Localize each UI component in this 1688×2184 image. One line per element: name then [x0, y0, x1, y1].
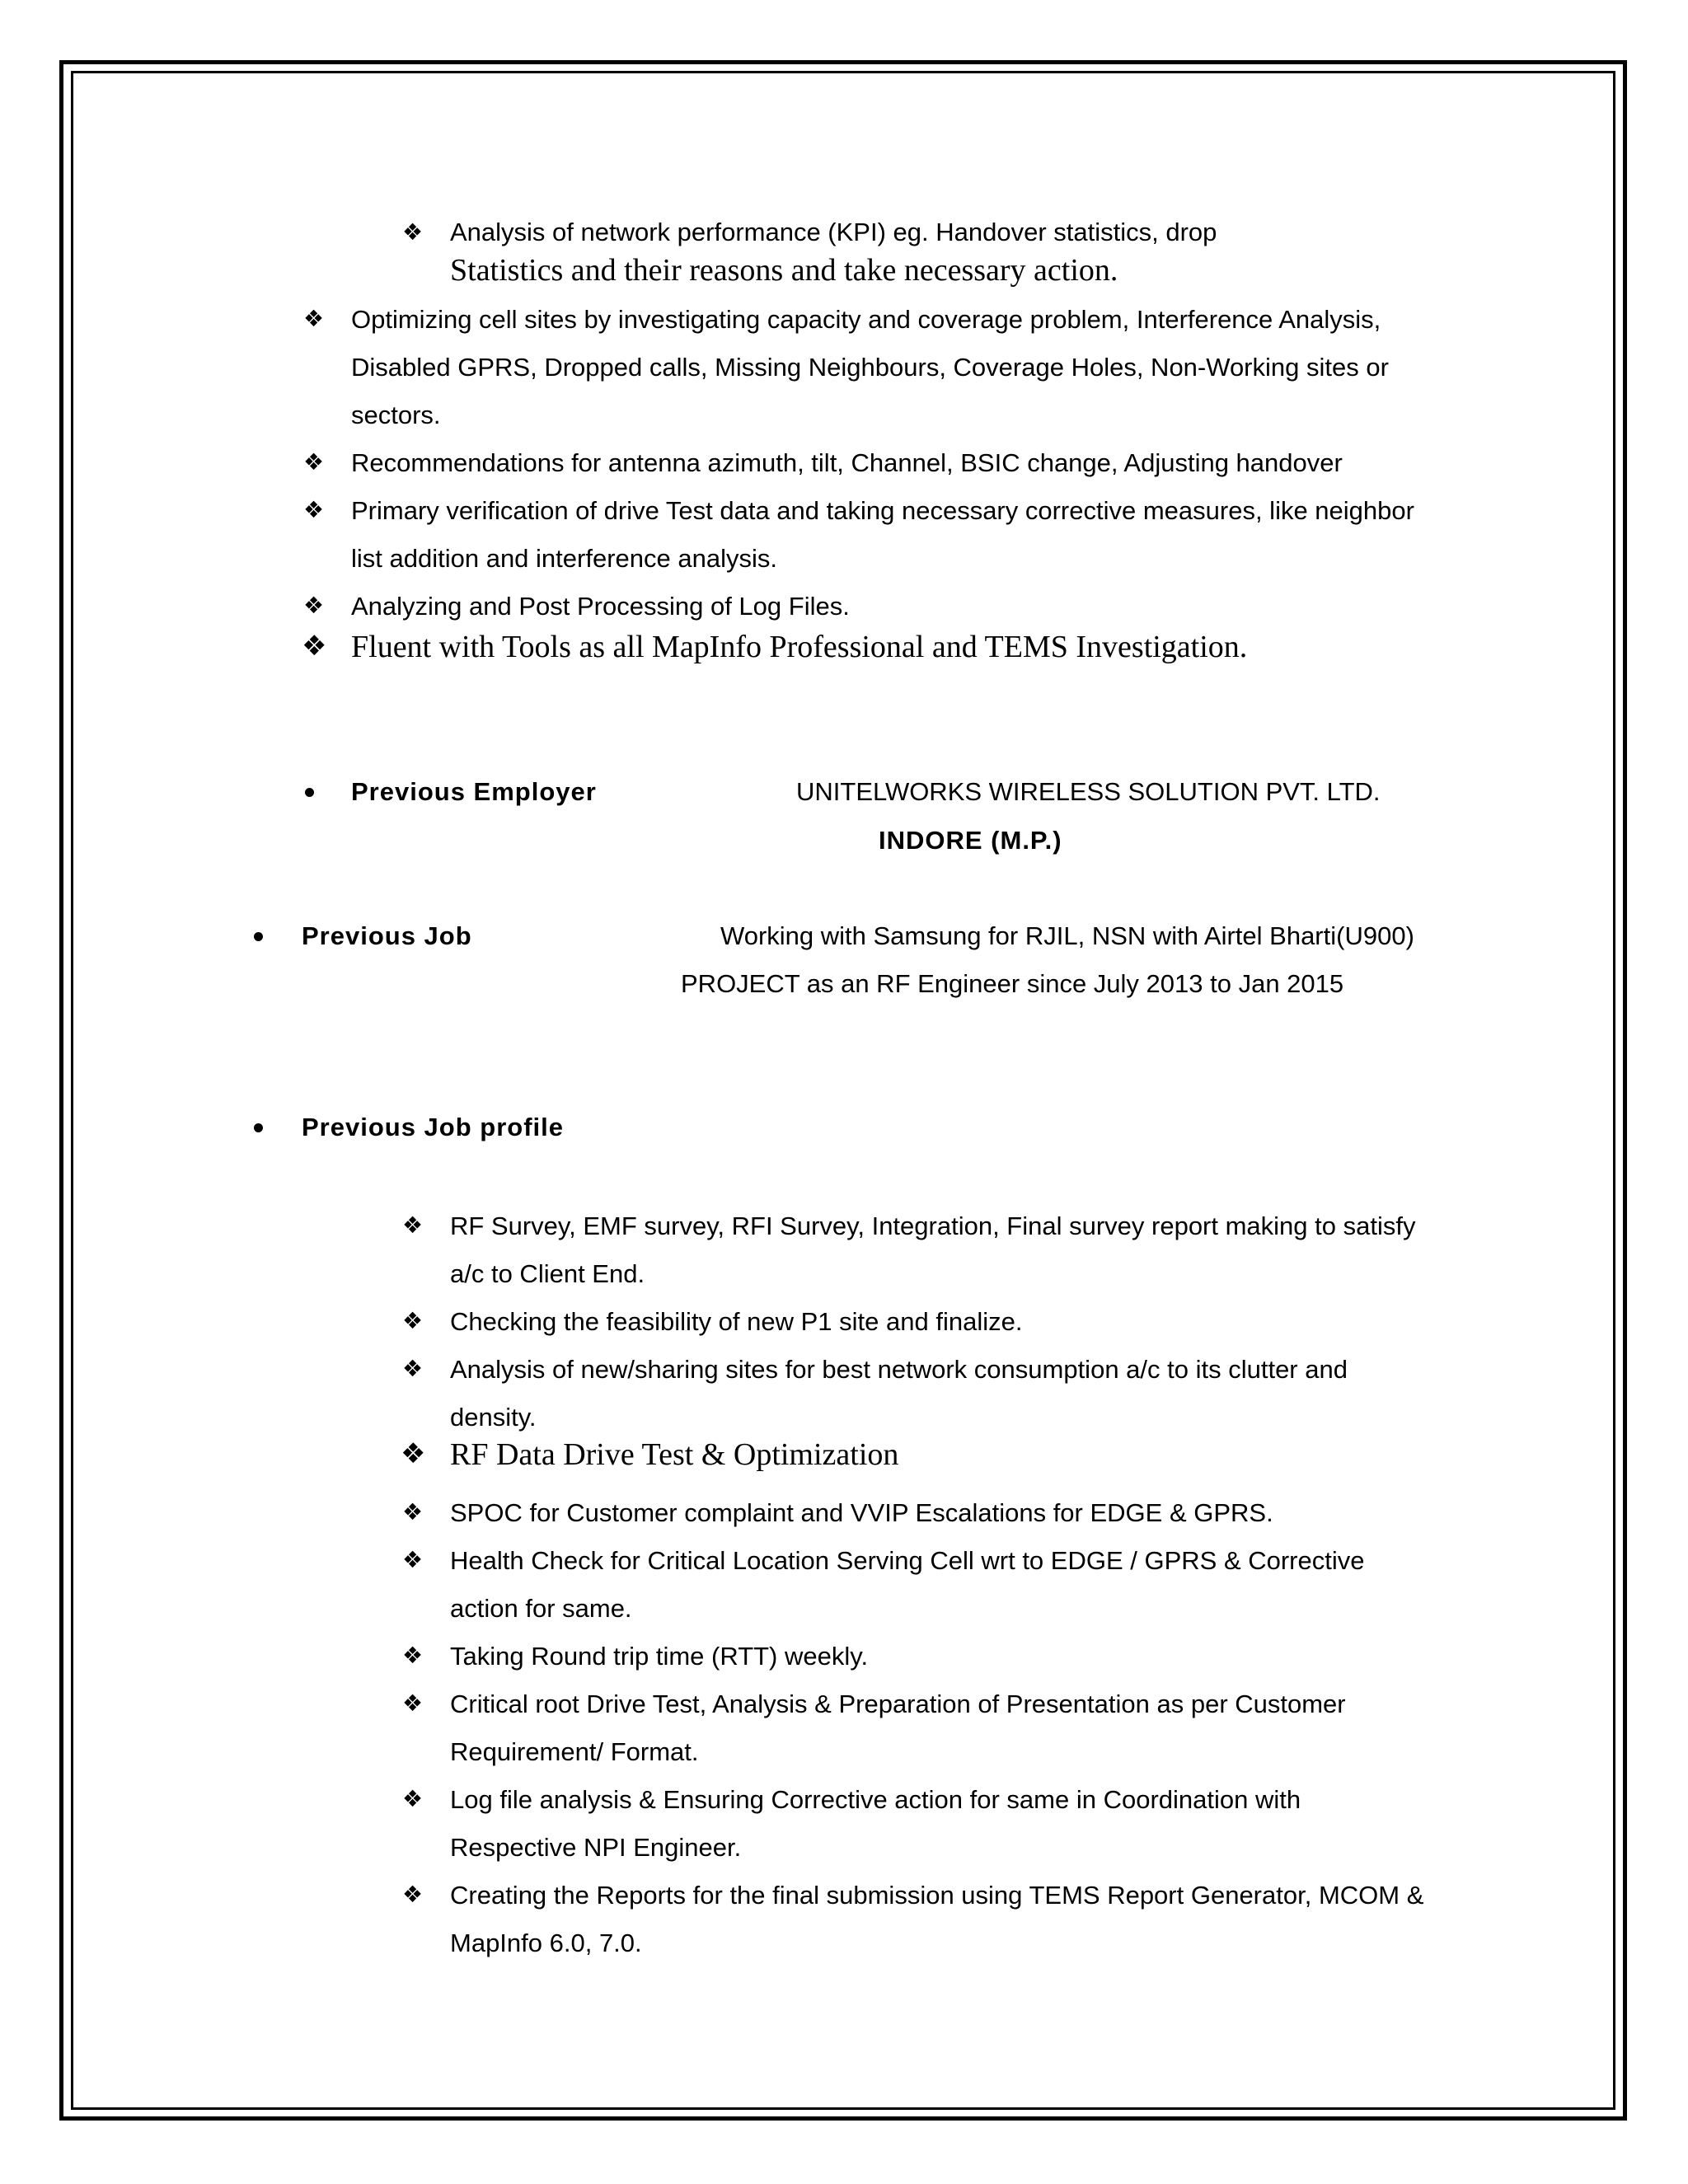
diamond-bullet-icon: ❖	[402, 218, 424, 246]
diamond-bullet-icon: ❖	[402, 1307, 424, 1334]
list-item-line: Analyzing and Post Processing of Log Files.	[351, 592, 850, 621]
diamond-bullet-icon: ❖	[402, 1642, 424, 1669]
list-item-line: sectors.	[351, 401, 441, 429]
diamond-bullet-icon: ❖	[303, 496, 325, 523]
list-item-line: Log file analysis & Ensuring Corrective action for same in Coordination with	[450, 1785, 1301, 1814]
job-description-line: Working with Samsung for RJIL, NSN with Airtel Bharti(U900)	[720, 921, 1414, 950]
diamond-bullet-icon: ❖	[402, 1546, 424, 1573]
list-item-line: RF Survey, EMF survey, RFI Survey, Integration, Final survey report making to satisfy	[450, 1212, 1416, 1240]
list-item-line: Analysis of network performance (KPI) eg. Handover statistics, drop	[450, 218, 1217, 246]
profile-label: Previous Job profile	[302, 1113, 565, 1141]
round-bullet-icon	[254, 1123, 263, 1132]
list-item-line: list addition and interference analysis.	[351, 544, 777, 573]
list-item-line: Primary verification of drive Test data and taking necessary corrective measures, like neighbor	[351, 496, 1414, 525]
diamond-bullet-icon: ❖	[401, 1437, 426, 1470]
diamond-bullet-icon: ❖	[303, 305, 325, 332]
list-item-line: density.	[450, 1403, 537, 1432]
diamond-bullet-icon: ❖	[402, 1498, 424, 1526]
list-item-line: Respective NPI Engineer.	[450, 1833, 742, 1862]
diamond-bullet-icon: ❖	[402, 1881, 424, 1908]
list-item-line: Optimizing cell sites by investigating capacity and coverage problem, Interference Analysis,	[351, 305, 1381, 334]
list-item-line: Fluent with Tools as all MapInfo Professional and TEMS Investigation.	[351, 630, 1248, 664]
list-item-line: Analysis of new/sharing sites for best network consumption a/c to its clutter and	[450, 1355, 1348, 1384]
list-item-line: Requirement/ Format.	[450, 1737, 699, 1766]
list-item-line: Creating the Reports for the final submission using TEMS Report Generator, MCOM &	[450, 1881, 1424, 1910]
list-item-line: a/c to Client End.	[450, 1259, 645, 1288]
diamond-bullet-icon: ❖	[302, 630, 327, 663]
diamond-bullet-icon: ❖	[303, 592, 325, 619]
job-label: Previous Job	[302, 921, 472, 950]
employer-location: INDORE (M.P.)	[879, 826, 1062, 855]
job-description-line: PROJECT as an RF Engineer since July 2013 to Jan 2015	[681, 969, 1344, 998]
list-item-line: MapInfo 6.0, 7.0.	[450, 1929, 642, 1957]
list-item-line: Statistics and their reasons and take necessary action.	[450, 253, 1118, 288]
diamond-bullet-icon: ❖	[402, 1355, 424, 1382]
round-bullet-icon	[254, 932, 263, 941]
diamond-bullet-icon: ❖	[402, 1212, 424, 1239]
list-item-line: Checking the feasibility of new P1 site and finalize.	[450, 1307, 1023, 1336]
list-item-line: Taking Round trip time (RTT) weekly.	[450, 1642, 869, 1671]
list-item-line: Critical root Drive Test, Analysis & Preparation of Presentation as per Customer	[450, 1690, 1346, 1718]
employer-name: UNITELWORKS WIRELESS SOLUTION PVT. LTD.	[796, 777, 1381, 806]
diamond-bullet-icon: ❖	[402, 1785, 424, 1812]
list-item-line: SPOC for Customer complaint and VVIP Escalations for EDGE & GPRS.	[450, 1498, 1273, 1527]
list-item-line: action for same.	[450, 1594, 632, 1623]
list-item-line: Health Check for Critical Location Serving Cell wrt to EDGE / GPRS & Corrective	[450, 1546, 1365, 1575]
list-item-line: Recommendations for antenna azimuth, tilt, Channel, BSIC change, Adjusting handover	[351, 448, 1343, 477]
employer-label: Previous Employer	[351, 777, 597, 806]
diamond-bullet-icon: ❖	[303, 448, 325, 476]
round-bullet-icon	[305, 788, 314, 797]
list-item-line: Disabled GPRS, Dropped calls, Missing Neighbours, Coverage Holes, Non-Working sites or	[351, 353, 1389, 382]
diamond-bullet-icon: ❖	[402, 1690, 424, 1717]
list-item-line: RF Data Drive Test & Optimization	[450, 1437, 899, 1472]
